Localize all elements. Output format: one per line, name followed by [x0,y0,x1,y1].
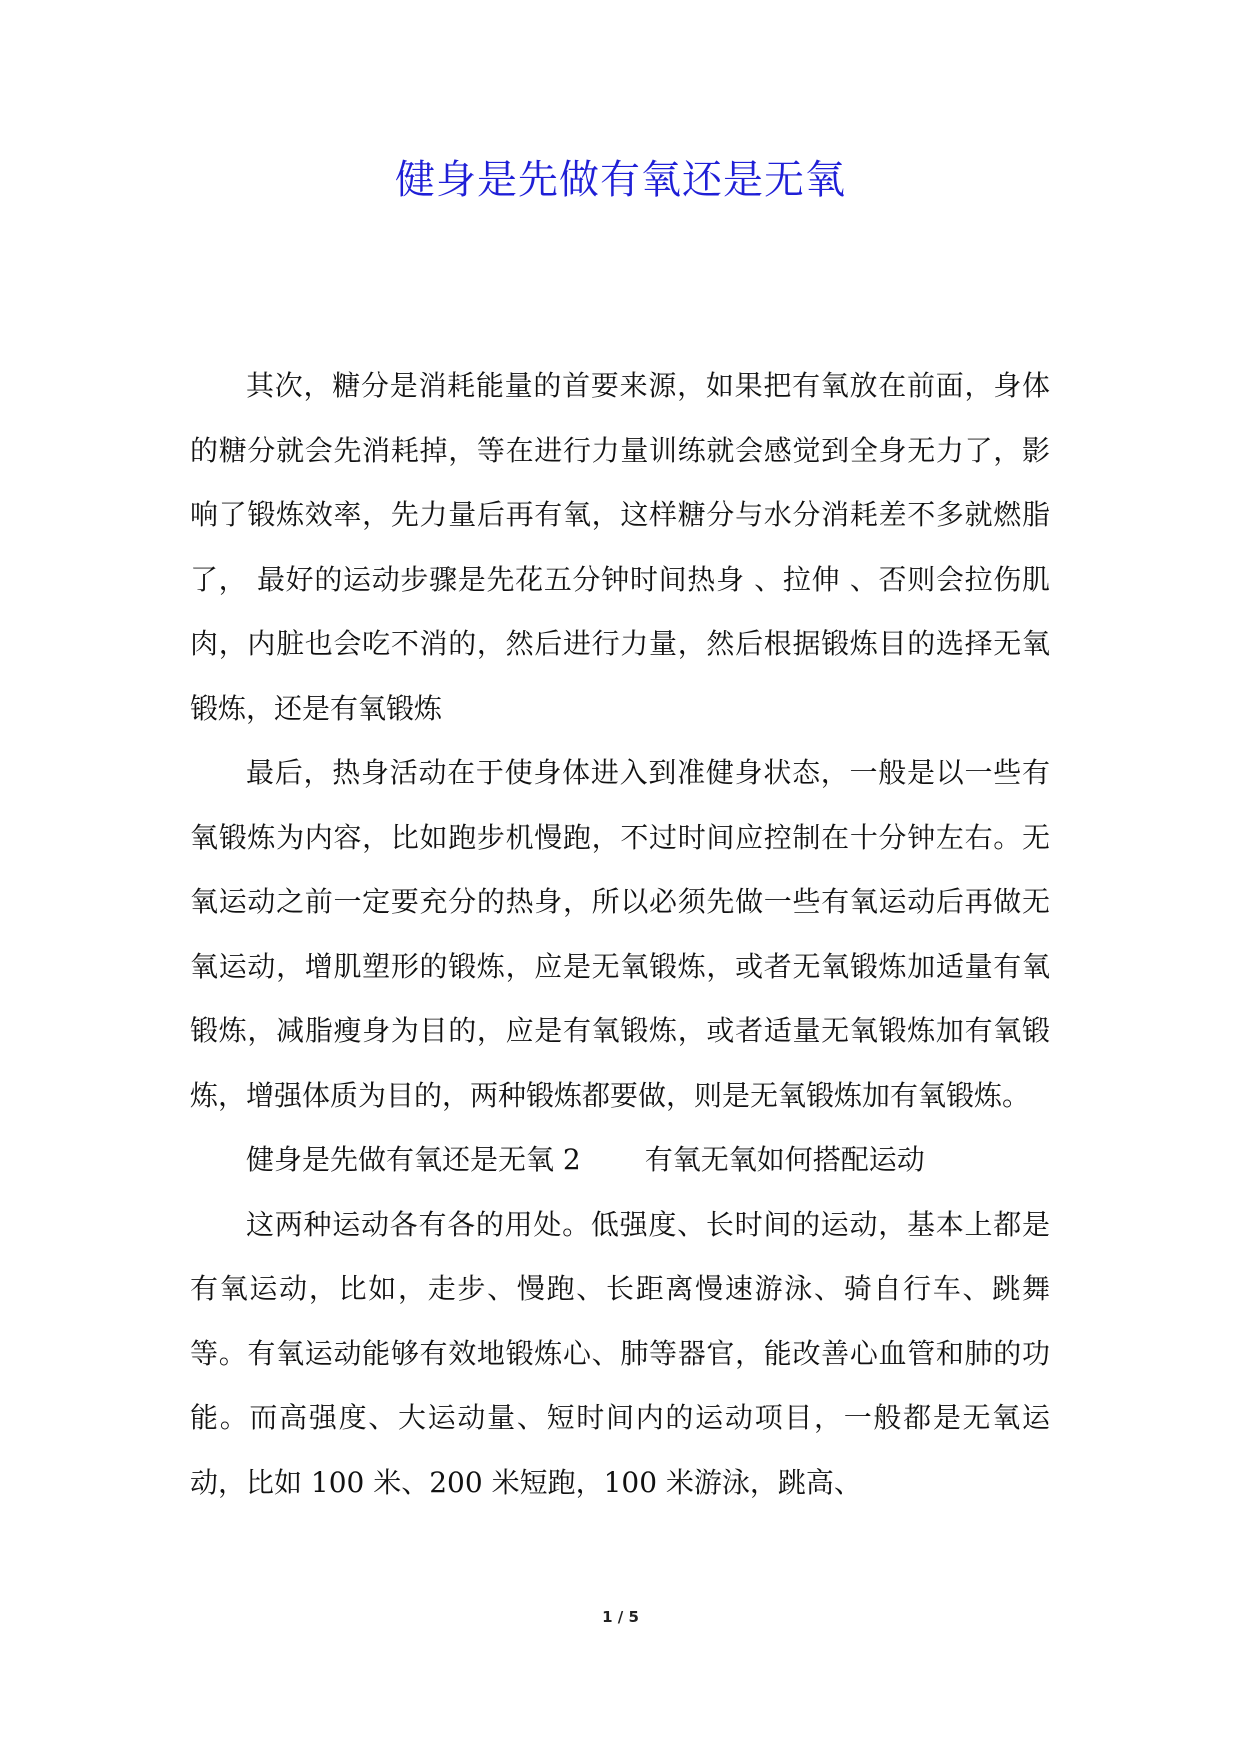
section-heading [190,1128,1050,1193]
page-number: 1 / 5 [602,1608,639,1626]
paragraph: 其次，糖分是消耗能量的首要来源，如果把有氧放在前面，身体的糖分就会先消耗掉，等在进行力量训练就会感觉到全身无力了，影响了锻炼效率，先力量后再有氧，这样糖分与水分消耗差不多就燃脂了， 最好的运动步骤是先花五分钟时间热身 、拉伸 、否则会拉伤肌肉，内脏也会吃不消的，然后进行力量，然后根据锻炼目的选择无氧锻炼，还是有氧锻炼 [190,369,1050,725]
document-body [190,354,1050,1515]
paragraph: 最后，热身活动在于使身体进入到准健身状态，一般是以一些有氧锻炼为内容，比如跑步机慢跑，不过时间应控制在十分钟左右。无氧运动之前一定要充分的热身，所以必须先做一些有氧运动后再做无氧运动，增肌塑形的锻炼，应是无氧锻炼，或者无氧锻炼加适量有氧锻炼，减脂瘦身为目的，应是有氧锻炼，或者适量无氧锻炼加有氧锻炼，增强体质为目的，两种锻炼都要做，则是无氧锻炼加有氧锻炼。 [190,756,1050,1112]
paragraph: 这两种运动各有各的用处。低强度、长时间的运动，基本上都是有氧运动，比如，走步、慢跑、长距离慢速游泳、骑自行车、跳舞等。有氧运动能够有效地锻炼心、肺等器官，能改善心血管和肺的功能。而高强度、大运动量、短时间内的运动项目，一般都是无氧运动，比如 100 米、200 米短跑，100 米游泳，跳高、 [190,1207,1050,1499]
section-heading-right: 有氧无氧如何搭配运动 [644,1143,925,1176]
section-heading-left: 健身是先做有氧还是无氧 2 [246,1143,581,1176]
document-title: 健身是先做有氧还是无氧 [395,157,846,203]
